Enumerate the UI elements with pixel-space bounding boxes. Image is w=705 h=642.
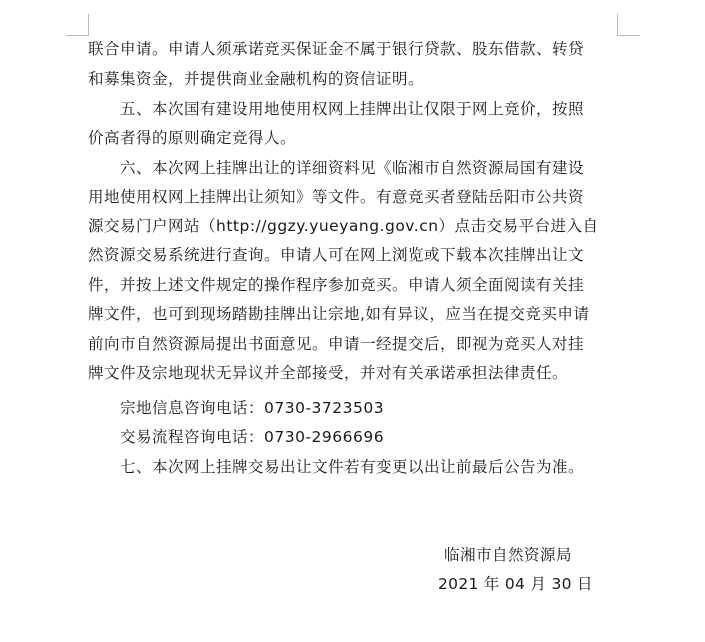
paragraph-line: 六、本次网上挂牌出让的详细资料见《临湘市自然资源局国有建设 xyxy=(120,159,585,177)
paragraph-line: 价高者得的原则确定竞得人。 xyxy=(88,129,297,147)
signature-organization: 临湘市自然资源局 xyxy=(444,546,573,564)
paragraph-line: 七、本次网上挂牌交易出让文件若有变更以出让前最后公告为准。 xyxy=(120,458,585,476)
paragraph-line: 牌文件，也可到现场踏勘挂牌出让宗地,如有异议，应当在提交竞买申请 xyxy=(88,305,590,323)
paragraph-line: 和募集资金，并提供商业金融机构的资信证明。 xyxy=(88,70,425,88)
paragraph-line: 前向市自然资源局提出书面意见。申请一经提交后，即视为竞买人对挂 xyxy=(88,335,585,353)
transaction-process-phone: 交易流程咨询电话：0730-2966696 xyxy=(120,428,385,446)
paragraph-line: 牌文件及宗地现状无异议并全部接受，并对有关承诺承担法律责任。 xyxy=(88,364,569,382)
paragraph-line: 源交易门户网站（http://ggzy.yueyang.gov.cn）点击交易平台进入自 xyxy=(88,217,599,235)
margin-mark-top-right-horizontal xyxy=(618,35,640,36)
margin-mark-top-right-vertical xyxy=(617,14,618,36)
margin-mark-top-left-horizontal xyxy=(66,35,88,36)
paragraph-line: 五、本次国有建设用地使用权网上挂牌出让仅限于网上竞价，按照 xyxy=(120,100,585,118)
margin-mark-top-left-vertical xyxy=(88,14,89,36)
signature-date: 2021 年 04 月 30 日 xyxy=(438,575,593,593)
paragraph-line: 用地使用权网上挂牌出让须知》等文件。有意竞买者登陆岳阳市公共资 xyxy=(88,188,585,206)
paragraph-line: 件，并按上述文件规定的操作程序参加竞买。申请人须全面阅读有关挂 xyxy=(88,276,585,294)
parcel-info-phone: 宗地信息咨询电话：0730-3723503 xyxy=(120,399,385,417)
paragraph-line: 联合申请。申请人须承诺竞买保证金不属于银行贷款、股东借款、转贷 xyxy=(88,40,585,58)
paragraph-line: 然资源交易系统进行查询。申请人可在网上浏览或下载本次挂牌出让文 xyxy=(88,246,585,264)
